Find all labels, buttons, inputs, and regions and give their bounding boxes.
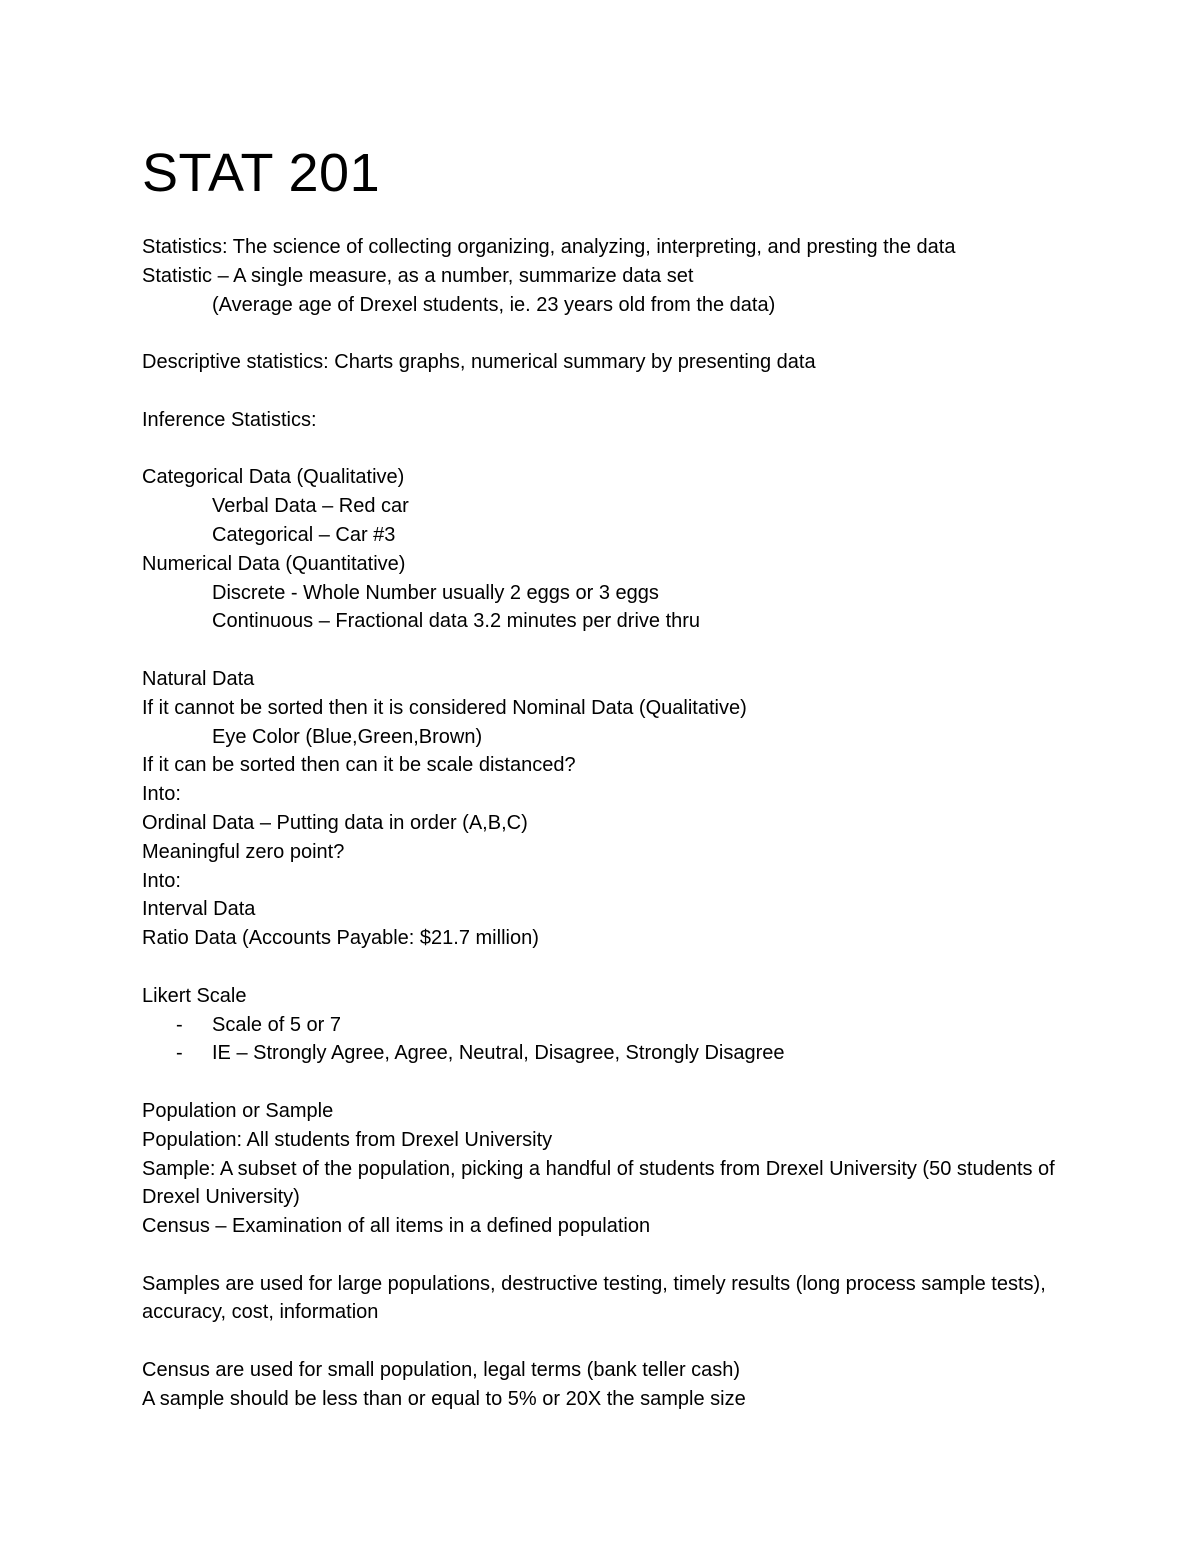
sample-definition: Sample: A subset of the population, picking a handful of students from Drexel University (50 students of Drexel University): [142, 1157, 1055, 1209]
zero-point-question: Meaningful zero point?: [142, 840, 345, 863]
verbal-data: Verbal Data – Red car: [212, 495, 409, 518]
bullet-dash: -: [176, 1013, 183, 1036]
document-body: [142, 233, 1072, 1414]
definition-statistics: Statistics: The science of collecting organizing, analyzing, interpreting, and presting the data: [142, 236, 956, 258]
spacer: [142, 319, 1072, 348]
census-usage: Census are used for small population, legal terms (bank teller cash): [142, 1359, 741, 1382]
numerical-data-heading: Numerical Data (Quantitative): [142, 552, 406, 575]
sample-size-rule: A sample should be less than or equal to 5% or 20X the sample size: [142, 1387, 746, 1410]
interval-data: Interval Data: [142, 898, 256, 921]
example-average-age: (Average age of Drexel students, ie. 23 years old from the data): [212, 293, 776, 316]
population-sample-heading: Population or Sample: [142, 1099, 334, 1122]
eye-color-example: Eye Color (Blue,Green,Brown): [212, 725, 483, 748]
ratio-data: Ratio Data (Accounts Payable: $21.7 million): [142, 927, 539, 950]
descriptive-statistics: Descriptive statistics: Charts graphs, numerical summary by presenting data: [142, 351, 816, 374]
continuous-data: Continuous – Fractional data 3.2 minutes per drive thru: [212, 610, 701, 633]
census-definition: Census – Examination of all items in a defined population: [142, 1215, 651, 1238]
into-label: Into:: [142, 783, 181, 806]
likert-scale-heading: Likert Scale: [142, 984, 247, 1007]
spacer: [142, 1068, 1072, 1097]
natural-data-heading: Natural Data: [142, 667, 255, 690]
likert-scale-options: IE – Strongly Agree, Agree, Neutral, Disagree, Strongly Disagree: [212, 1042, 785, 1065]
definition-statistic: Statistic – A single measure, as a number, summarize data set: [142, 264, 694, 287]
likert-scale-size: Scale of 5 or 7: [212, 1013, 341, 1036]
list-item: [142, 1039, 1072, 1068]
spacer: [142, 1241, 1072, 1270]
nominal-data: If it cannot be sorted then it is considered Nominal Data (Qualitative): [142, 696, 747, 719]
samples-usage: Samples are used for large populations, destructive testing, timely results (long process sample tests), accuracy, cost, information: [142, 1272, 1046, 1324]
spacer: [142, 636, 1072, 665]
spacer: [142, 1327, 1072, 1356]
bullet-dash: -: [176, 1042, 183, 1065]
sortable-question: If it can be sorted then can it be scale distanced?: [142, 754, 576, 777]
list-item: [142, 1011, 1072, 1040]
categorical-data-heading: Categorical Data (Qualitative): [142, 466, 405, 489]
spacer: [142, 953, 1072, 982]
ordinal-data: Ordinal Data – Putting data in order (A,B,C): [142, 811, 528, 834]
spacer: [142, 377, 1072, 406]
categorical-example: Categorical – Car #3: [212, 523, 396, 546]
inference-statistics: Inference Statistics:: [142, 408, 317, 431]
population-definition: Population: All students from Drexel University: [142, 1128, 553, 1151]
spacer: [142, 435, 1072, 464]
into-label: Into:: [142, 869, 181, 892]
page-title: STAT 201: [142, 143, 381, 203]
discrete-data: Discrete - Whole Number usually 2 eggs or 3 eggs: [212, 581, 659, 604]
